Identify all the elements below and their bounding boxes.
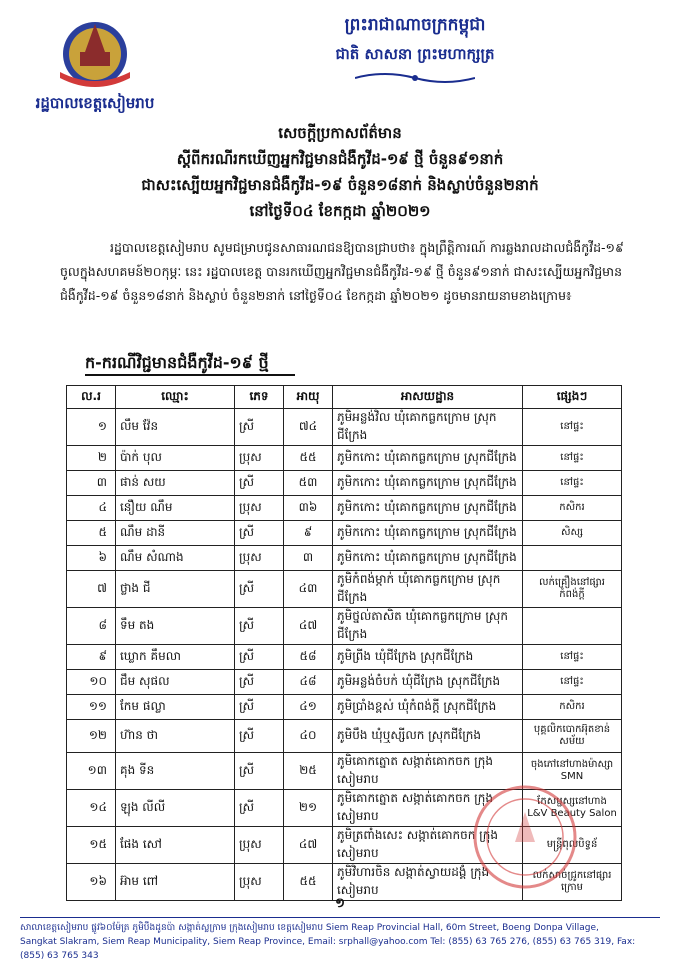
intro-paragraph: រដ្ឋបាលខេត្តសៀមរាប សូមជម្រាបជូនសាធារណជនឱ្យបានជ្រាបថា៖ ក្នុងព្រឹត្តិការណ៍ ការឆ្លងរាលដាលជំងឺកូវីដ-១៩ ចូលក្នុងសហគមន៍២០កុម្ភៈ នេះ រដ្ឋបាលខេត្ត បានរកឃើញអ្នកវិជ្ជមានជំងឺកូវីដ-១៩ ថ្មី ចំនួន៩១នាក់ ជាសះស្បើយអ្នកវិជ្ជមានជំងឺកូវីដ-១៩ ចំនួន១៨នាក់ និងស្លាប់ ចំនួន២នាក់ នៅថ្ងៃទី០៤ ខែកក្កដា ឆ្នាំ២០២១ ដូចមានរាយនាមខាងក្រោម៖ <box>60 240 624 303</box>
cell-note <box>523 608 622 645</box>
cell-no: ៥ <box>67 521 116 546</box>
cell-note: លក់សាច់ជ្រូកនៅផ្សារក្រោម <box>523 864 622 901</box>
cell-sex: ស្រី <box>235 720 284 753</box>
cell-sex: ស្រី <box>235 471 284 496</box>
table-row <box>67 546 622 571</box>
page-number: ១ <box>335 896 345 911</box>
table-row <box>67 695 622 720</box>
cell-age: ៤៣ <box>284 571 333 608</box>
cell-sex: ប្រុស <box>235 496 284 521</box>
national-header <box>250 14 580 67</box>
cell-no: ១៣ <box>67 753 116 790</box>
cell-age: ៧៤ <box>284 409 333 446</box>
cell-age: ៥៥ <box>284 864 333 901</box>
provincial-logo <box>40 12 150 92</box>
cell-sex: ប្រុស <box>235 446 284 471</box>
cell-name: ណឹម សំណាង <box>116 546 235 571</box>
footer-line-2: Sangkat Slakram, Siem Reap Municipality, Siem Reap Province, Email: srphall@yahoo.com Tel: (855) 63 765 276, (855) 63 765 319, Fax: (855) 63 765 343 <box>20 937 636 961</box>
cell-address: ភូមិកកោះ ឃុំគោកធ្លកក្រោម ស្រុកជីក្រែង <box>333 521 523 546</box>
cell-age: ៤០ <box>284 720 333 753</box>
national-motto: ជាតិ សាសនា ព្រះមហាក្សត្រ <box>335 45 495 63</box>
cell-name: ថ្លាង ជី <box>116 571 235 608</box>
cell-no: ២ <box>67 446 116 471</box>
table-row <box>67 571 622 608</box>
cell-address: ភូមិព្រីង ឃុំជីក្រែង ស្រុកជីក្រែង <box>333 645 523 670</box>
cell-address: ភូមិបឹង ឃុំឬស្សីលក ស្រុកជីក្រែង <box>333 720 523 753</box>
cell-age: ៤៨ <box>284 670 333 695</box>
cell-no: ១ <box>67 409 116 446</box>
cell-address: ភូមិត្រពាំងសេះ សង្កាត់គោកចក ក្រុងសៀមរាប <box>333 827 523 864</box>
cell-address: ភូមិកំពង់ម្កាក់ ឃុំគោកធ្លកក្រោម ស្រុកជីក្រែង <box>333 571 523 608</box>
cell-age: ៥៥ <box>284 446 333 471</box>
kingdom-name: ព្រះរាជាណាចក្រកម្ពុជា <box>344 15 486 35</box>
title-line-4: នៅថ្ងៃទី០៤ ខែកក្កដា ឆ្នាំ២០២១ <box>249 202 431 220</box>
cell-sex: ស្រី <box>235 790 284 827</box>
cell-note: កសិករ <box>523 695 622 720</box>
cell-sex: ស្រី <box>235 645 284 670</box>
cell-no: ៦ <box>67 546 116 571</box>
cell-name: ប៉ាក់ បុល <box>116 446 235 471</box>
cell-name: ណឹម ដានី <box>116 521 235 546</box>
cell-note: សិស្ស <box>523 521 622 546</box>
cell-address: ភូមិកកោះ ឃុំគោកធ្លកក្រោម ស្រុកជីក្រែង <box>333 546 523 571</box>
cell-no: ១៥ <box>67 827 116 864</box>
cell-address: ភូមិអន្លង់វិល ឃុំគោកធ្លកក្រោម ស្រុកជីក្រែង <box>333 409 523 446</box>
cell-name: អ៊ាម ពៅ <box>116 864 235 901</box>
footer <box>20 921 660 963</box>
cell-sex: ស្រី <box>235 670 284 695</box>
cell-no: ១៤ <box>67 790 116 827</box>
cell-age: ៥៣ <box>284 471 333 496</box>
cell-note: ចុងភៅនៅហាងម៉ាស្សា SMN <box>523 753 622 790</box>
cell-address: ភូមិកកោះ ឃុំគោកធ្លកក្រោម ស្រុកជីក្រែង <box>333 496 523 521</box>
cell-name: ផែង សៅ <box>116 827 235 864</box>
cell-name: លឹម វ៉ែន <box>116 409 235 446</box>
cell-sex: ប្រុស <box>235 827 284 864</box>
official-stamp <box>470 782 580 892</box>
table-row <box>67 720 622 753</box>
cell-sex: ប្រុស <box>235 546 284 571</box>
cell-name: ផាន់ សយ <box>116 471 235 496</box>
table-row <box>67 446 622 471</box>
cell-no: ១១ <box>67 695 116 720</box>
cell-age: ៤១ <box>284 695 333 720</box>
table-row <box>67 521 622 546</box>
cell-note <box>523 546 622 571</box>
cell-note: មន្ត្រីពុលបិទ្វន័ <box>523 827 622 864</box>
cell-age: ៩ <box>284 521 333 546</box>
section-underline <box>85 374 295 376</box>
title-line-2: ស្តីពីករណីរកឃើញអ្នកវិជ្ជមានជំងឺកូវីដ-១៩ ថ្មី ចំនួន៩១នាក់ <box>176 150 504 168</box>
cell-note: លក់គ្រឿងនៅផ្សារកំពង់ក្តី <box>523 571 622 608</box>
cell-age: ២១ <box>284 790 333 827</box>
cell-age: ៣៦ <box>284 496 333 521</box>
cell-sex: ស្រី <box>235 521 284 546</box>
cell-name: នឿយ ណឹម <box>116 496 235 521</box>
cell-name: ជឹម សុផល <box>116 670 235 695</box>
cell-age: ៣ <box>284 546 333 571</box>
table-row <box>67 471 622 496</box>
cell-address: ភូមិថ្នល់តាសិត ឃុំគោកធ្លកក្រោម ស្រុកជីក្រែង <box>333 608 523 645</box>
cell-note: កសិករ <box>523 496 622 521</box>
cell-note: នៅផ្ទះ <box>523 446 622 471</box>
cell-address: ភូមិគោកត្នោត សង្កាត់គោកចក ក្រុងសៀមរាប <box>333 790 523 827</box>
cell-age: ៤៧ <box>284 608 333 645</box>
table-row <box>67 670 622 695</box>
admin-name: រដ្ឋបាលខេត្តសៀមរាប <box>35 94 155 112</box>
table-row <box>67 608 622 645</box>
ornament-divider <box>355 70 475 86</box>
cell-sex: ស្រី <box>235 409 284 446</box>
cell-no: ៧ <box>67 571 116 608</box>
title-line-3: ជាសះស្បើយអ្នកវិជ្ជមានជំងឺកូវីដ-១៩ ចំនួន១៨នាក់ និងស្លាប់ចំនួន២នាក់ <box>141 176 539 194</box>
cell-name: ឡុង លីលី <box>116 790 235 827</box>
cell-no: ៩ <box>67 645 116 670</box>
cell-no: ១០ <box>67 670 116 695</box>
cell-sex: ស្រី <box>235 608 284 645</box>
cell-no: ៤ <box>67 496 116 521</box>
cell-sex: ស្រី <box>235 571 284 608</box>
cell-address: ភូមិអន្លង់ចំបក់ ឃុំជីក្រែង ស្រុកជីក្រែង <box>333 670 523 695</box>
announcement-title <box>40 120 640 224</box>
cell-age: ៤៧ <box>284 827 333 864</box>
cell-address: ភូមិគោកត្នោត សង្កាត់គោកចក ក្រុងសៀមរាប <box>333 753 523 790</box>
cell-no: ១៦ <box>67 864 116 901</box>
cell-no: ១២ <box>67 720 116 753</box>
cell-note: នៅផ្ទះ <box>523 409 622 446</box>
cell-note: កែសម្ផស្សនៅហាង L&V Beauty Salon <box>523 790 622 827</box>
footer-divider <box>20 917 660 918</box>
cell-sex: ស្រី <box>235 695 284 720</box>
cell-name: ទឹម តង <box>116 608 235 645</box>
col-no: ល.រ <box>67 386 116 409</box>
cell-address: ភូមិកកោះ ឃុំគោកធ្លកក្រោម ស្រុកជីក្រែង <box>333 446 523 471</box>
col-name: ឈ្មោះ <box>116 386 235 409</box>
footer-line-1: សាលាខេត្តសៀមរាប ផ្លូវ៦០ម៉ែត្រ ភូមិបឹងដូនប៉ា សង្កាត់ស្លក្រាម ក្រុងសៀមរាប ខេត្តសៀមរាប Siem Reap Provincial Hall, 60m Street, Boeng Donpa Village, <box>20 923 599 933</box>
cell-sex: ស្រី <box>235 753 284 790</box>
cell-name: ឃ្លោក គឹមលា <box>116 645 235 670</box>
cell-note: បុគ្គលិកបោកអ៊ុតខាន់សម័យ <box>523 720 622 753</box>
cell-address: ភូមិវិហារចិន សង្កាត់ស្វាយដង្គំ ក្រុងសៀមរាប <box>333 864 523 901</box>
table-row <box>67 645 622 670</box>
cell-note: នៅផ្ទះ <box>523 471 622 496</box>
cell-note: នៅផ្ទះ <box>523 670 622 695</box>
table-row <box>67 496 622 521</box>
cell-name: គុង ទីន <box>116 753 235 790</box>
cell-sex: ប្រុស <box>235 864 284 901</box>
cell-no: ៨ <box>67 608 116 645</box>
col-age: អាយុ <box>284 386 333 409</box>
cell-note: នៅផ្ទះ <box>523 645 622 670</box>
cell-age: ៥៨ <box>284 645 333 670</box>
table-row <box>67 409 622 446</box>
cell-no: ៣ <box>67 471 116 496</box>
section-title: ក-ករណីវិជ្ជមានជំងឺកូវីដ-១៩ ថ្មី <box>85 353 269 372</box>
col-note: ផ្សេងៗ <box>523 386 622 409</box>
cell-address: ភូមិកកោះ ឃុំគោកធ្លកក្រោម ស្រុកជីក្រែង <box>333 471 523 496</box>
title-line-1: សេចក្តីប្រកាសព័ត៌មាន <box>278 124 402 142</box>
col-address: អាសយដ្ឋាន <box>333 386 523 409</box>
cell-address: ភូមិប្រាំងខ្ពស់ ឃុំកំពង់ក្តី ស្រុកជីក្រែង <box>333 695 523 720</box>
table-header-row <box>67 386 622 409</box>
cell-name: ហ៊ាន ថា <box>116 720 235 753</box>
col-sex: ភេទ <box>235 386 284 409</box>
cell-age: ២៥ <box>284 753 333 790</box>
cell-name: កែម ផល្លា <box>116 695 235 720</box>
